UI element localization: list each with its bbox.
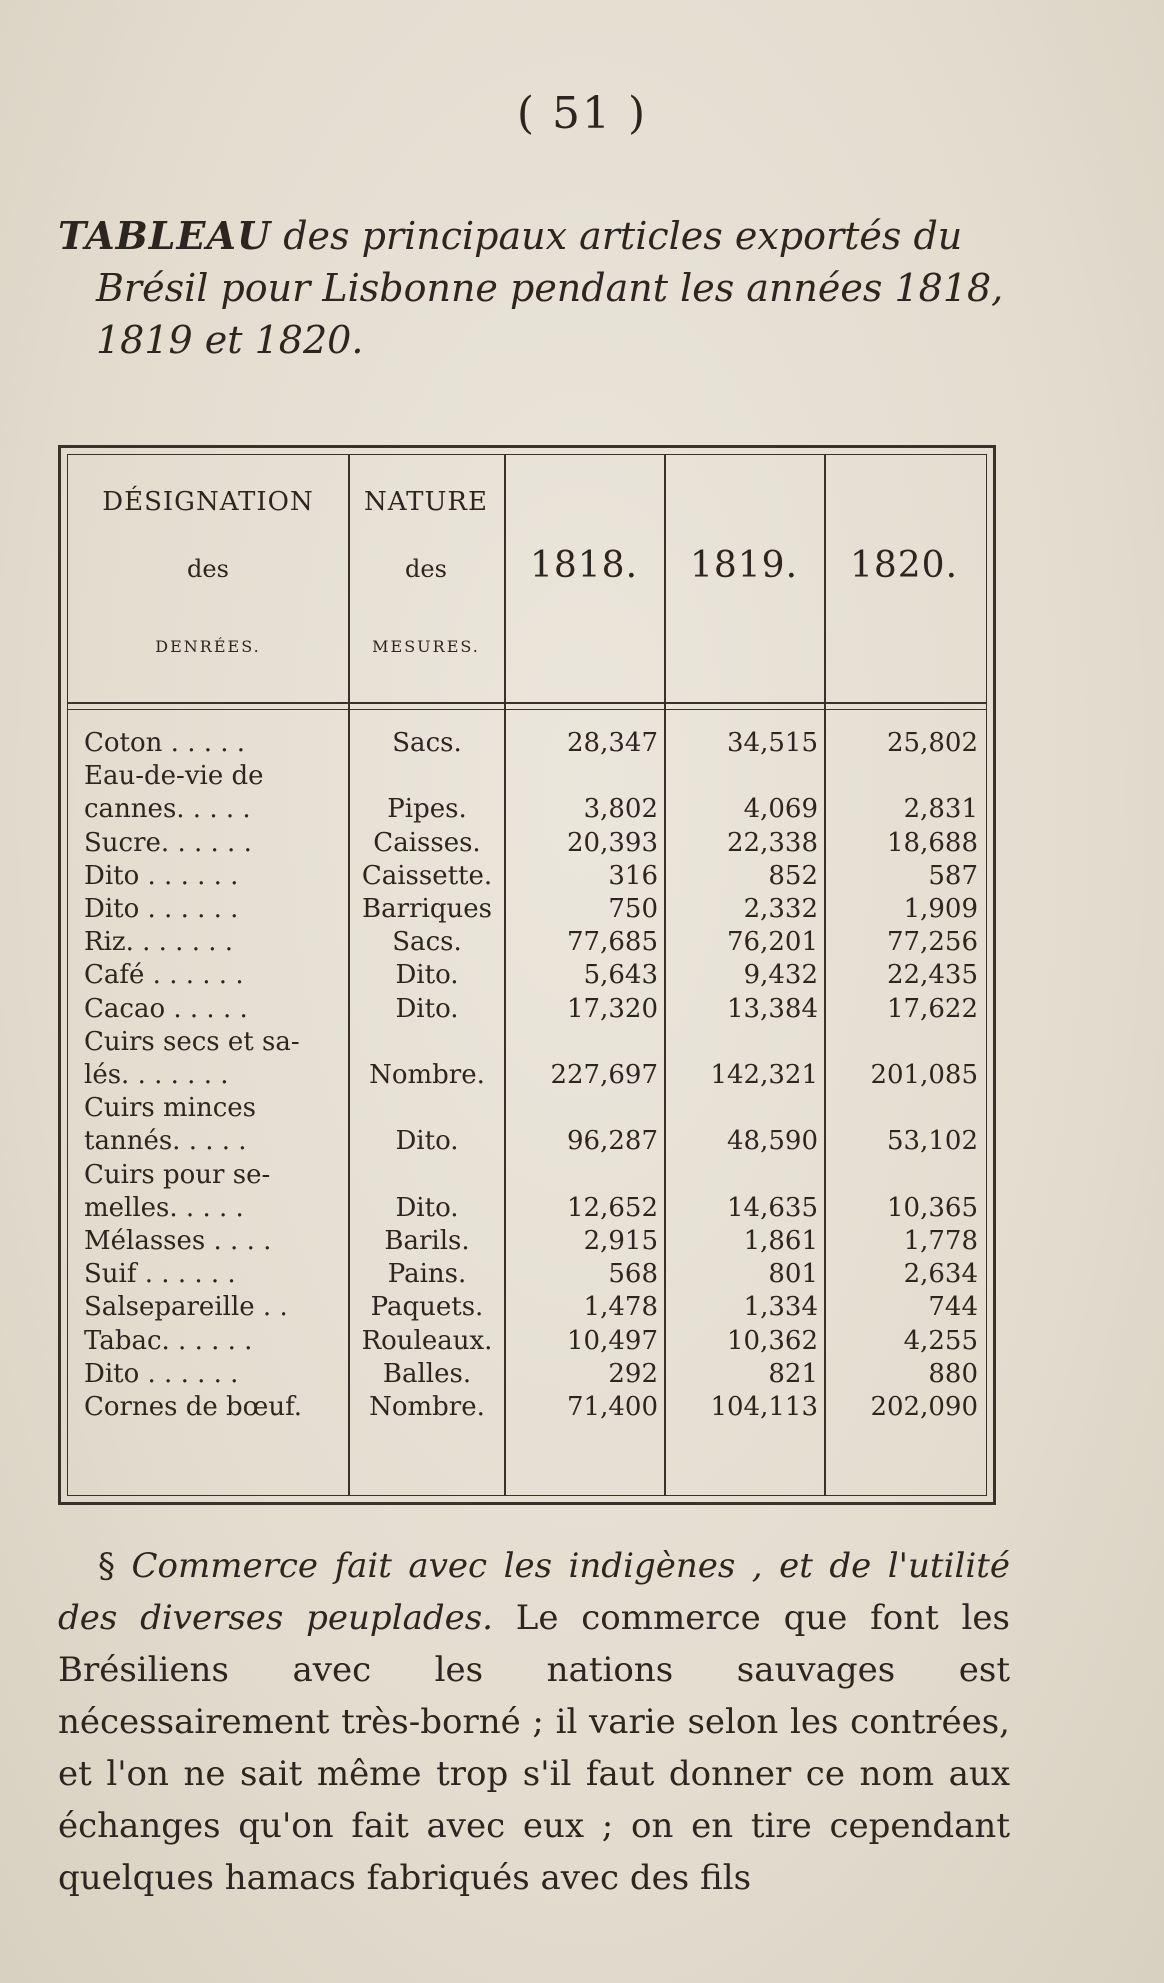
header-mesures: MESURES. [372,637,480,656]
cell-1820: 2,634 [903,1259,978,1290]
cell-1819: 852 [768,860,818,891]
cell-designation: Cuirs minces [84,1093,256,1124]
cell-measure: Paquets. [370,1292,484,1323]
cell-1819: 801 [768,1259,818,1290]
cell-1820: 1,778 [903,1226,978,1256]
cell-1818: 3,802 [583,794,658,825]
table-row [68,1225,986,1257]
cell-1818: 28,347 [567,728,658,758]
cell-1819: 2,332 [743,894,818,924]
cell-measure: Caissette. [361,860,493,891]
cell-1818: 292 [608,1358,658,1389]
header-rule [68,702,986,704]
cell-1818: 316 [608,860,658,891]
cell-1818: 10,497 [567,1325,658,1356]
table-row [68,827,986,859]
cell-1819: 104,113 [710,1392,818,1422]
cell-1820: 744 [928,1292,978,1323]
table-row [68,1159,986,1191]
cell-1819: 1,334 [743,1292,818,1323]
cell-measure: Rouleaux. [361,1325,493,1356]
cell-measure: Nombre. [369,1060,485,1090]
body-text: Le commerce que font les Brésiliens avec les nations sauvages est nécessairement très-borné ; il varie selon les contrées, et l'on ne sait même trop s'il faut donner ce nom aux échanges qu'on fait avec eux ; on en tire cependant quelques hamacs fabriqués avec des fils [58,1598,1010,1898]
cell-designation: tannés. . . . . [84,1126,247,1157]
cell-1819: 22,338 [727,827,818,858]
header-designation: DÉSIGNATION [102,487,314,517]
cell-measure: Balles. [382,1358,472,1389]
table-row [68,1258,986,1290]
cell-measure: Nombre. [369,1392,485,1422]
cell-1819: 1,861 [743,1226,818,1256]
cell-1820: 201,085 [870,1060,978,1090]
body-paragraph [58,1540,1010,1904]
cell-designation: Cacao . . . . . [84,993,248,1024]
cell-designation: Mélasses . . . . [84,1226,272,1256]
table-row [68,760,986,792]
cell-measure: Sacs. [392,927,462,958]
table-row [68,1192,986,1224]
cell-1819: 14,635 [727,1192,818,1223]
cell-measure: Barriques [362,894,492,924]
cell-measure: Caisses. [373,827,481,858]
cell-measure: Dito. [395,1192,459,1223]
cell-1818: 1,478 [583,1292,658,1323]
header-des: des [405,555,447,583]
table-title [58,210,1018,366]
cell-designation: Dito . . . . . . [84,1358,239,1389]
cell-designation: cannes. . . . . [84,794,251,825]
table-row [68,1092,986,1124]
table-row [68,959,986,991]
cell-1820: 17,622 [887,993,978,1024]
section-mark: § [98,1546,132,1586]
section-heading: Commerce fait avec les indigènes , et de l'utilité des diverses peuplades. [58,1546,1010,1638]
cell-designation: Coton . . . . . [84,728,246,758]
cell-1820: 2,831 [903,794,978,825]
header-denrees: DENRÉES. [155,637,261,656]
cell-designation: Suif . . . . . . [84,1259,236,1290]
table-row [68,1059,986,1091]
cell-1819: 142,321 [710,1060,818,1090]
cell-designation: Eau-de-vie de [84,761,264,792]
cell-1820: 53,102 [887,1126,978,1157]
cell-1820: 18,688 [887,827,978,858]
page-number: ( 51 ) [516,88,648,139]
cell-designation: Dito . . . . . . [84,860,239,891]
table-row [68,893,986,925]
cell-1818: 568 [608,1259,658,1290]
cell-1818: 227,697 [550,1060,658,1090]
cell-measure: Pipes. [387,794,467,825]
cell-designation: Riz. . . . . . . [84,927,234,958]
header-des: des [187,555,229,583]
cell-1818: 71,400 [567,1392,658,1422]
cell-1819: 9,432 [743,960,818,991]
cell-1820: 1,909 [903,894,978,924]
cell-1819: 10,362 [727,1325,818,1356]
cell-1818: 2,915 [583,1226,658,1256]
cell-designation: Café . . . . . . [84,960,244,991]
cell-designation: Cuirs secs et sa- [84,1026,300,1057]
cell-1819: 76,201 [727,927,818,958]
cell-1818: 12,652 [567,1192,658,1223]
cell-1820: 10,365 [887,1192,978,1223]
title-line2: Brésil pour Lisbonne pendant les années 1818, [96,266,1004,310]
title-line1-rest: des principaux articles exportés du [271,214,963,258]
cell-1819: 4,069 [743,794,818,825]
cell-1820: 25,802 [887,728,978,758]
export-table [58,445,996,1505]
cell-1819: 13,384 [727,993,818,1024]
cell-1818: 5,643 [583,960,658,991]
table-row [68,860,986,892]
cell-measure: Barils. [384,1226,470,1256]
table-row [68,1026,986,1058]
cell-1818: 750 [608,894,658,924]
cell-1819: 821 [768,1358,818,1389]
header-year-1820: 1820. [849,545,959,586]
cell-1818: 20,393 [567,827,658,858]
cell-designation: Dito . . . . . . [84,894,239,924]
cell-1819: 34,515 [727,728,818,758]
title-line3: 1819 et 1820. [96,318,364,362]
header-rule [68,709,986,710]
cell-1820: 587 [928,860,978,891]
cell-1820: 4,255 [903,1325,978,1356]
cell-1818: 96,287 [567,1126,658,1157]
cell-1820: 202,090 [870,1392,978,1422]
header-year-1818: 1818. [529,545,639,586]
table-inner-border [67,454,987,1496]
cell-designation: melles. . . . . [84,1192,244,1223]
cell-designation: Tabac. . . . . . [84,1325,253,1356]
cell-designation: Cuirs pour se- [84,1159,271,1190]
cell-designation: Salsepareille . . [84,1292,288,1323]
cell-1820: 77,256 [887,927,978,958]
table-row [68,1291,986,1323]
cell-designation: lés. . . . . . . [84,1060,229,1090]
cell-measure: Dito. [395,960,459,991]
cell-measure: Pains. [387,1259,467,1290]
cell-measure: Dito. [395,1126,459,1157]
cell-1818: 17,320 [567,993,658,1024]
table-row [68,727,986,759]
cell-1819: 48,590 [727,1126,818,1157]
table-row [68,793,986,825]
cell-designation: Cornes de bœuf. [84,1392,303,1422]
table-row [68,1125,986,1157]
cell-measure: Dito. [395,993,459,1024]
table-row [68,1358,986,1390]
table-row [68,1391,986,1423]
table-row [68,926,986,958]
header-nature: NATURE [364,487,488,517]
header-year-1819: 1819. [689,545,799,586]
title-lead: TABLEAU [58,213,272,258]
table-row [68,1325,986,1357]
cell-1820: 22,435 [887,960,978,991]
table-row [68,993,986,1025]
cell-designation: Sucre. . . . . . [84,827,252,858]
cell-measure: Sacs. [392,728,462,758]
cell-1820: 880 [928,1358,978,1389]
cell-1818: 77,685 [567,927,658,958]
